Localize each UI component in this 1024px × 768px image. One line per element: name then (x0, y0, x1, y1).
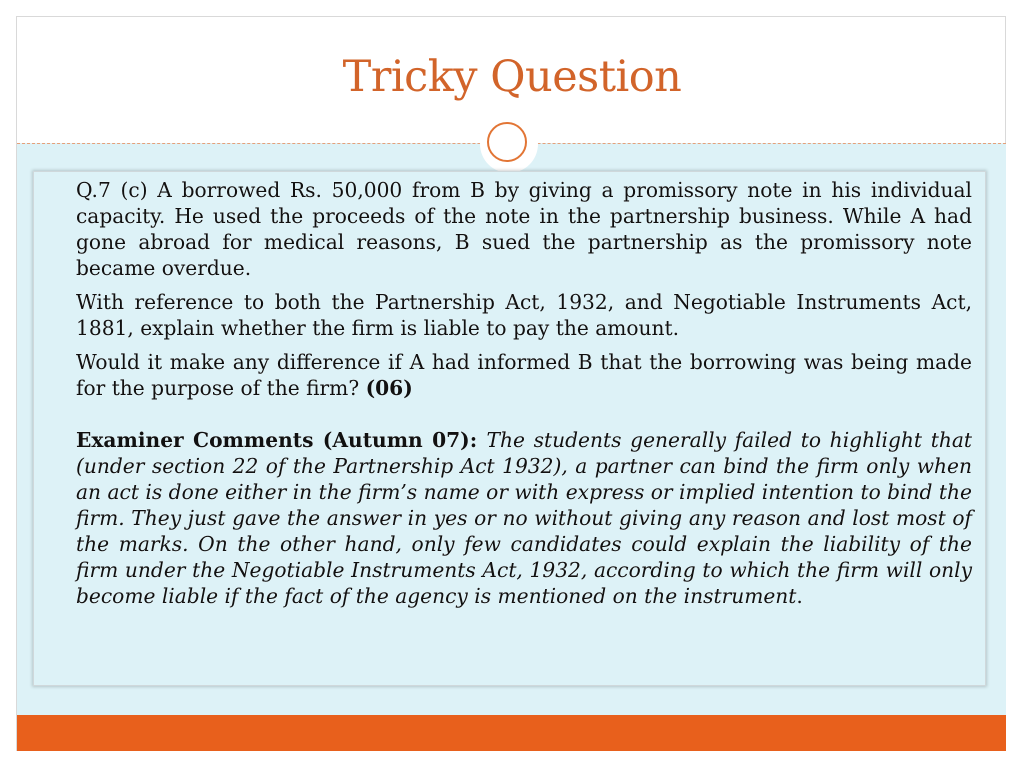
examiner-comments (76, 427, 972, 609)
question-text: Q.7 (c) A borrowed Rs. 50,000 from B by giving a promissory note in his individual capacity. He used the proceeds of the note in the partnership business. While A had gone abroad for medical reasons, B sued the partnership as the promissory note became overdue. (76, 178, 972, 280)
question-paragraph (76, 349, 972, 401)
slide-title: Tricky Question (342, 52, 682, 102)
ring-icon (480, 115, 538, 173)
examiner-comments-label: Examiner Comments (Autumn 07): (76, 428, 487, 452)
content-textbox[interactable] (33, 171, 986, 686)
question-text: Would it make any difference if A had informed B that the borrowing was being made for the purpose of the firm? (76, 350, 972, 400)
question-marks: (06) (365, 376, 413, 400)
examiner-comments-end: . (796, 584, 803, 608)
question-paragraph (76, 289, 972, 341)
question-text: With reference to both the Partnership Act, 1932, and Negotiable Instruments Act, 1881, explain whether the firm is liable to pay the amount. (76, 290, 972, 340)
paragraph-spacer (76, 409, 972, 427)
question-paragraph (76, 177, 972, 281)
ring-icon-inner (487, 122, 527, 162)
bottom-accent-bar (17, 715, 1006, 751)
examiner-comments-text: The students generally failed to highlight that (under section 22 of the Partnership Act 1932), a partner can bind the firm only when an act is done either in the firm’s name or with express or implied intention to bind the firm. They just gave the answer in yes or no without giving any reason and lost most of the marks. On the other hand, only few candidates could explain the liability of the firm under the Negotiable Instruments Act, 1932, according to which the firm will only become liable if the fact of the agency is mentioned on the instrument (76, 428, 972, 608)
